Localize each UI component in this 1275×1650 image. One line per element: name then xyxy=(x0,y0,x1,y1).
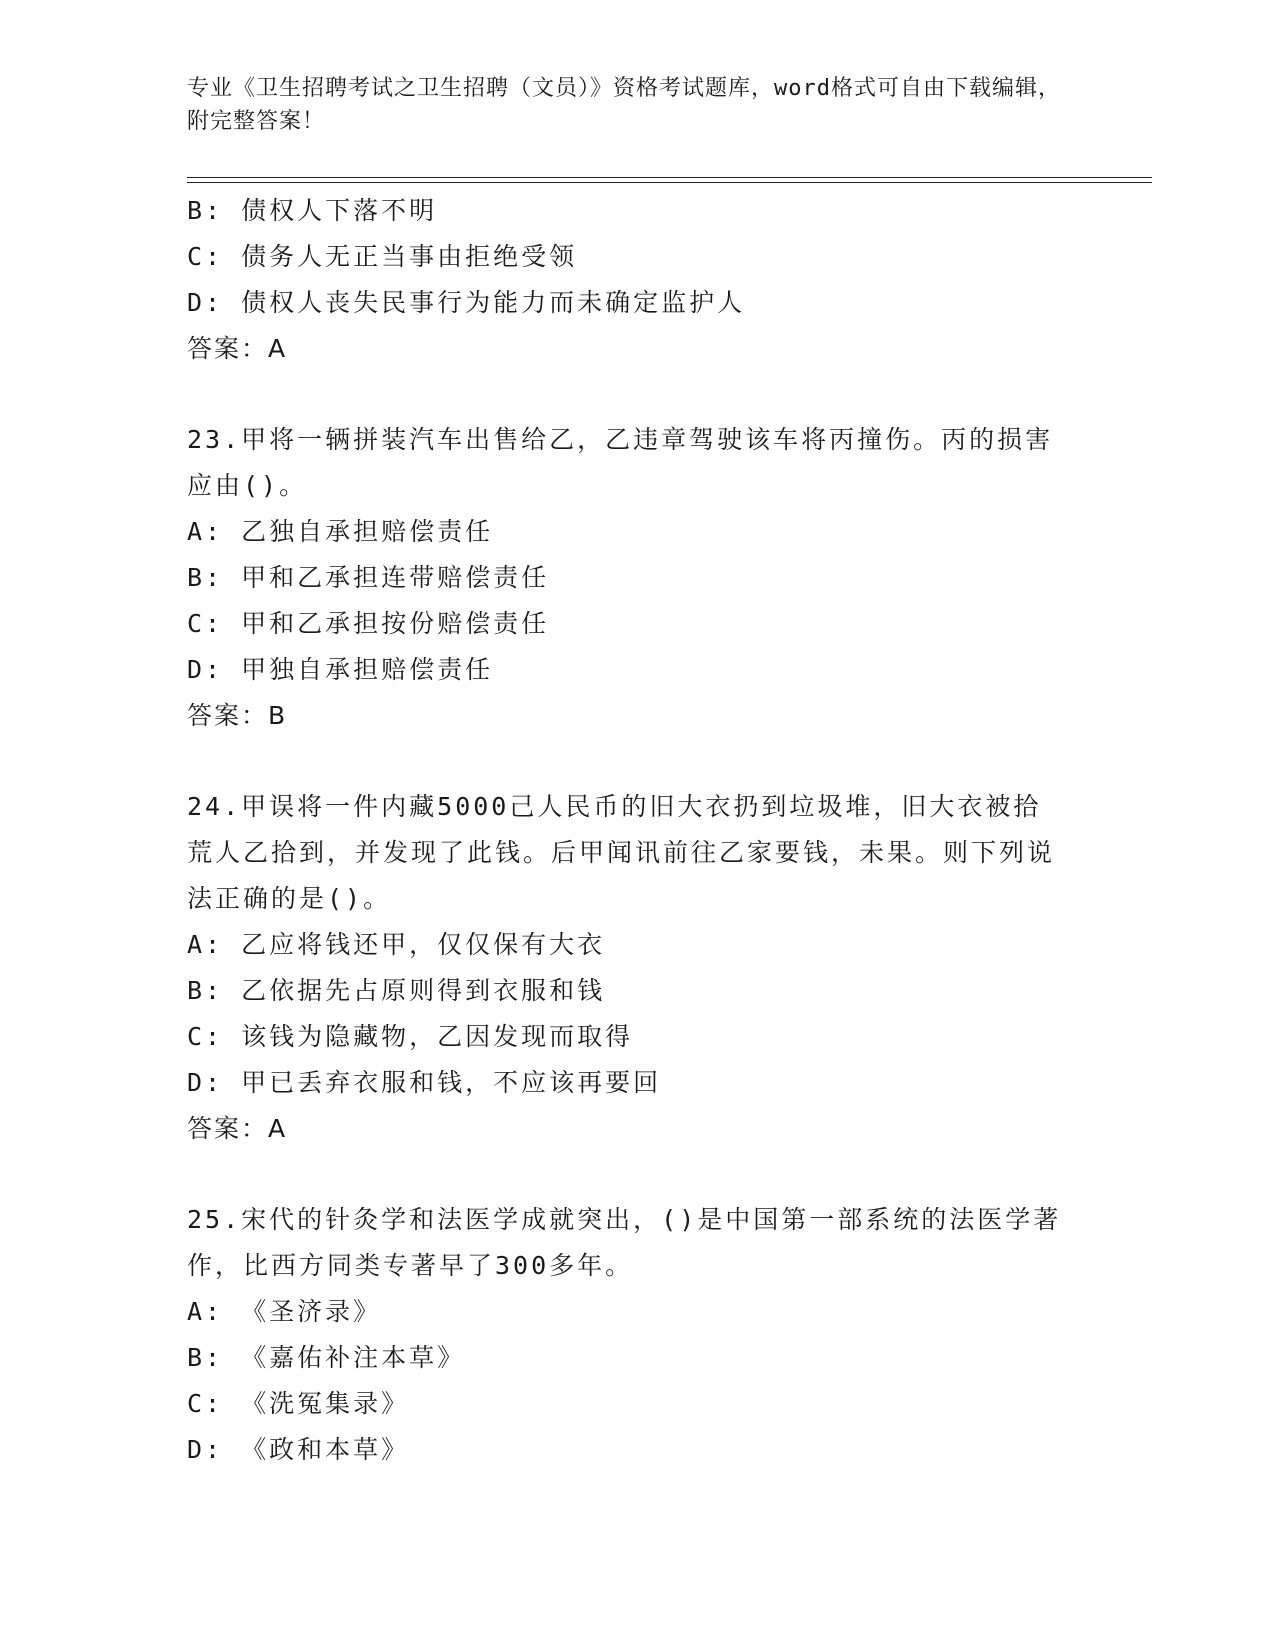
option-a: A: 乙应将钱还甲，仅仅保有大衣 xyxy=(187,930,606,959)
option-b: B: 乙依据先占原则得到衣服和钱 xyxy=(187,976,606,1005)
question-content xyxy=(187,188,1087,1473)
header-rule-bottom xyxy=(187,182,1152,183)
document-header: 专业《卫生招聘考试之卫生招聘（文员）》资格考试题库，word格式可自由下载编辑，附完整答案！ xyxy=(187,76,1061,134)
option-c: C: 《洗冤集录》 xyxy=(187,1389,410,1418)
option-d: D: 甲已丢弃衣服和钱，不应该再要回 xyxy=(187,1068,662,1097)
option-d: D: 债权人丧失民事行为能力而未确定监护人 xyxy=(187,288,746,317)
header-rule-top xyxy=(187,177,1152,178)
option-d: D: 甲独自承担赔偿责任 xyxy=(187,655,494,684)
question-stem: 25.宋代的针灸学和法医学成就突出，()是中国第一部系统的法医学著作，比西方同类专著早了300多年。 xyxy=(187,1205,1062,1280)
question-stem: 24.甲误将一件内藏5000己人民币的旧大衣扔到垃圾堆，旧大衣被拾荒人乙拾到，并发现了此钱。后甲闻讯前往乙家要钱，未果。则下列说法正确的是()。 xyxy=(187,792,1056,913)
option-a: A: 《圣济录》 xyxy=(187,1297,382,1326)
option-c: C: 债务人无正当事由拒绝受领 xyxy=(187,242,578,271)
option-b: B: 债权人下落不明 xyxy=(187,196,438,225)
question-stem: 23.甲将一辆拼装汽车出售给乙，乙违章驾驶该车将丙撞伤。丙的损害应由()。 xyxy=(187,425,1054,500)
option-d: D: 《政和本草》 xyxy=(187,1435,410,1464)
option-c: C: 该钱为隐藏物，乙因发现而取得 xyxy=(187,1022,634,1051)
answer-line: 答案：B xyxy=(187,701,288,730)
option-c: C: 甲和乙承担按份赔偿责任 xyxy=(187,609,550,638)
option-a: A: 乙独自承担赔偿责任 xyxy=(187,517,494,546)
option-b: B: 《嘉佑补注本草》 xyxy=(187,1343,466,1372)
answer-line: 答案：A xyxy=(187,334,288,363)
answer-line: 答案：A xyxy=(187,1114,288,1143)
option-b: B: 甲和乙承担连带赔偿责任 xyxy=(187,563,550,592)
